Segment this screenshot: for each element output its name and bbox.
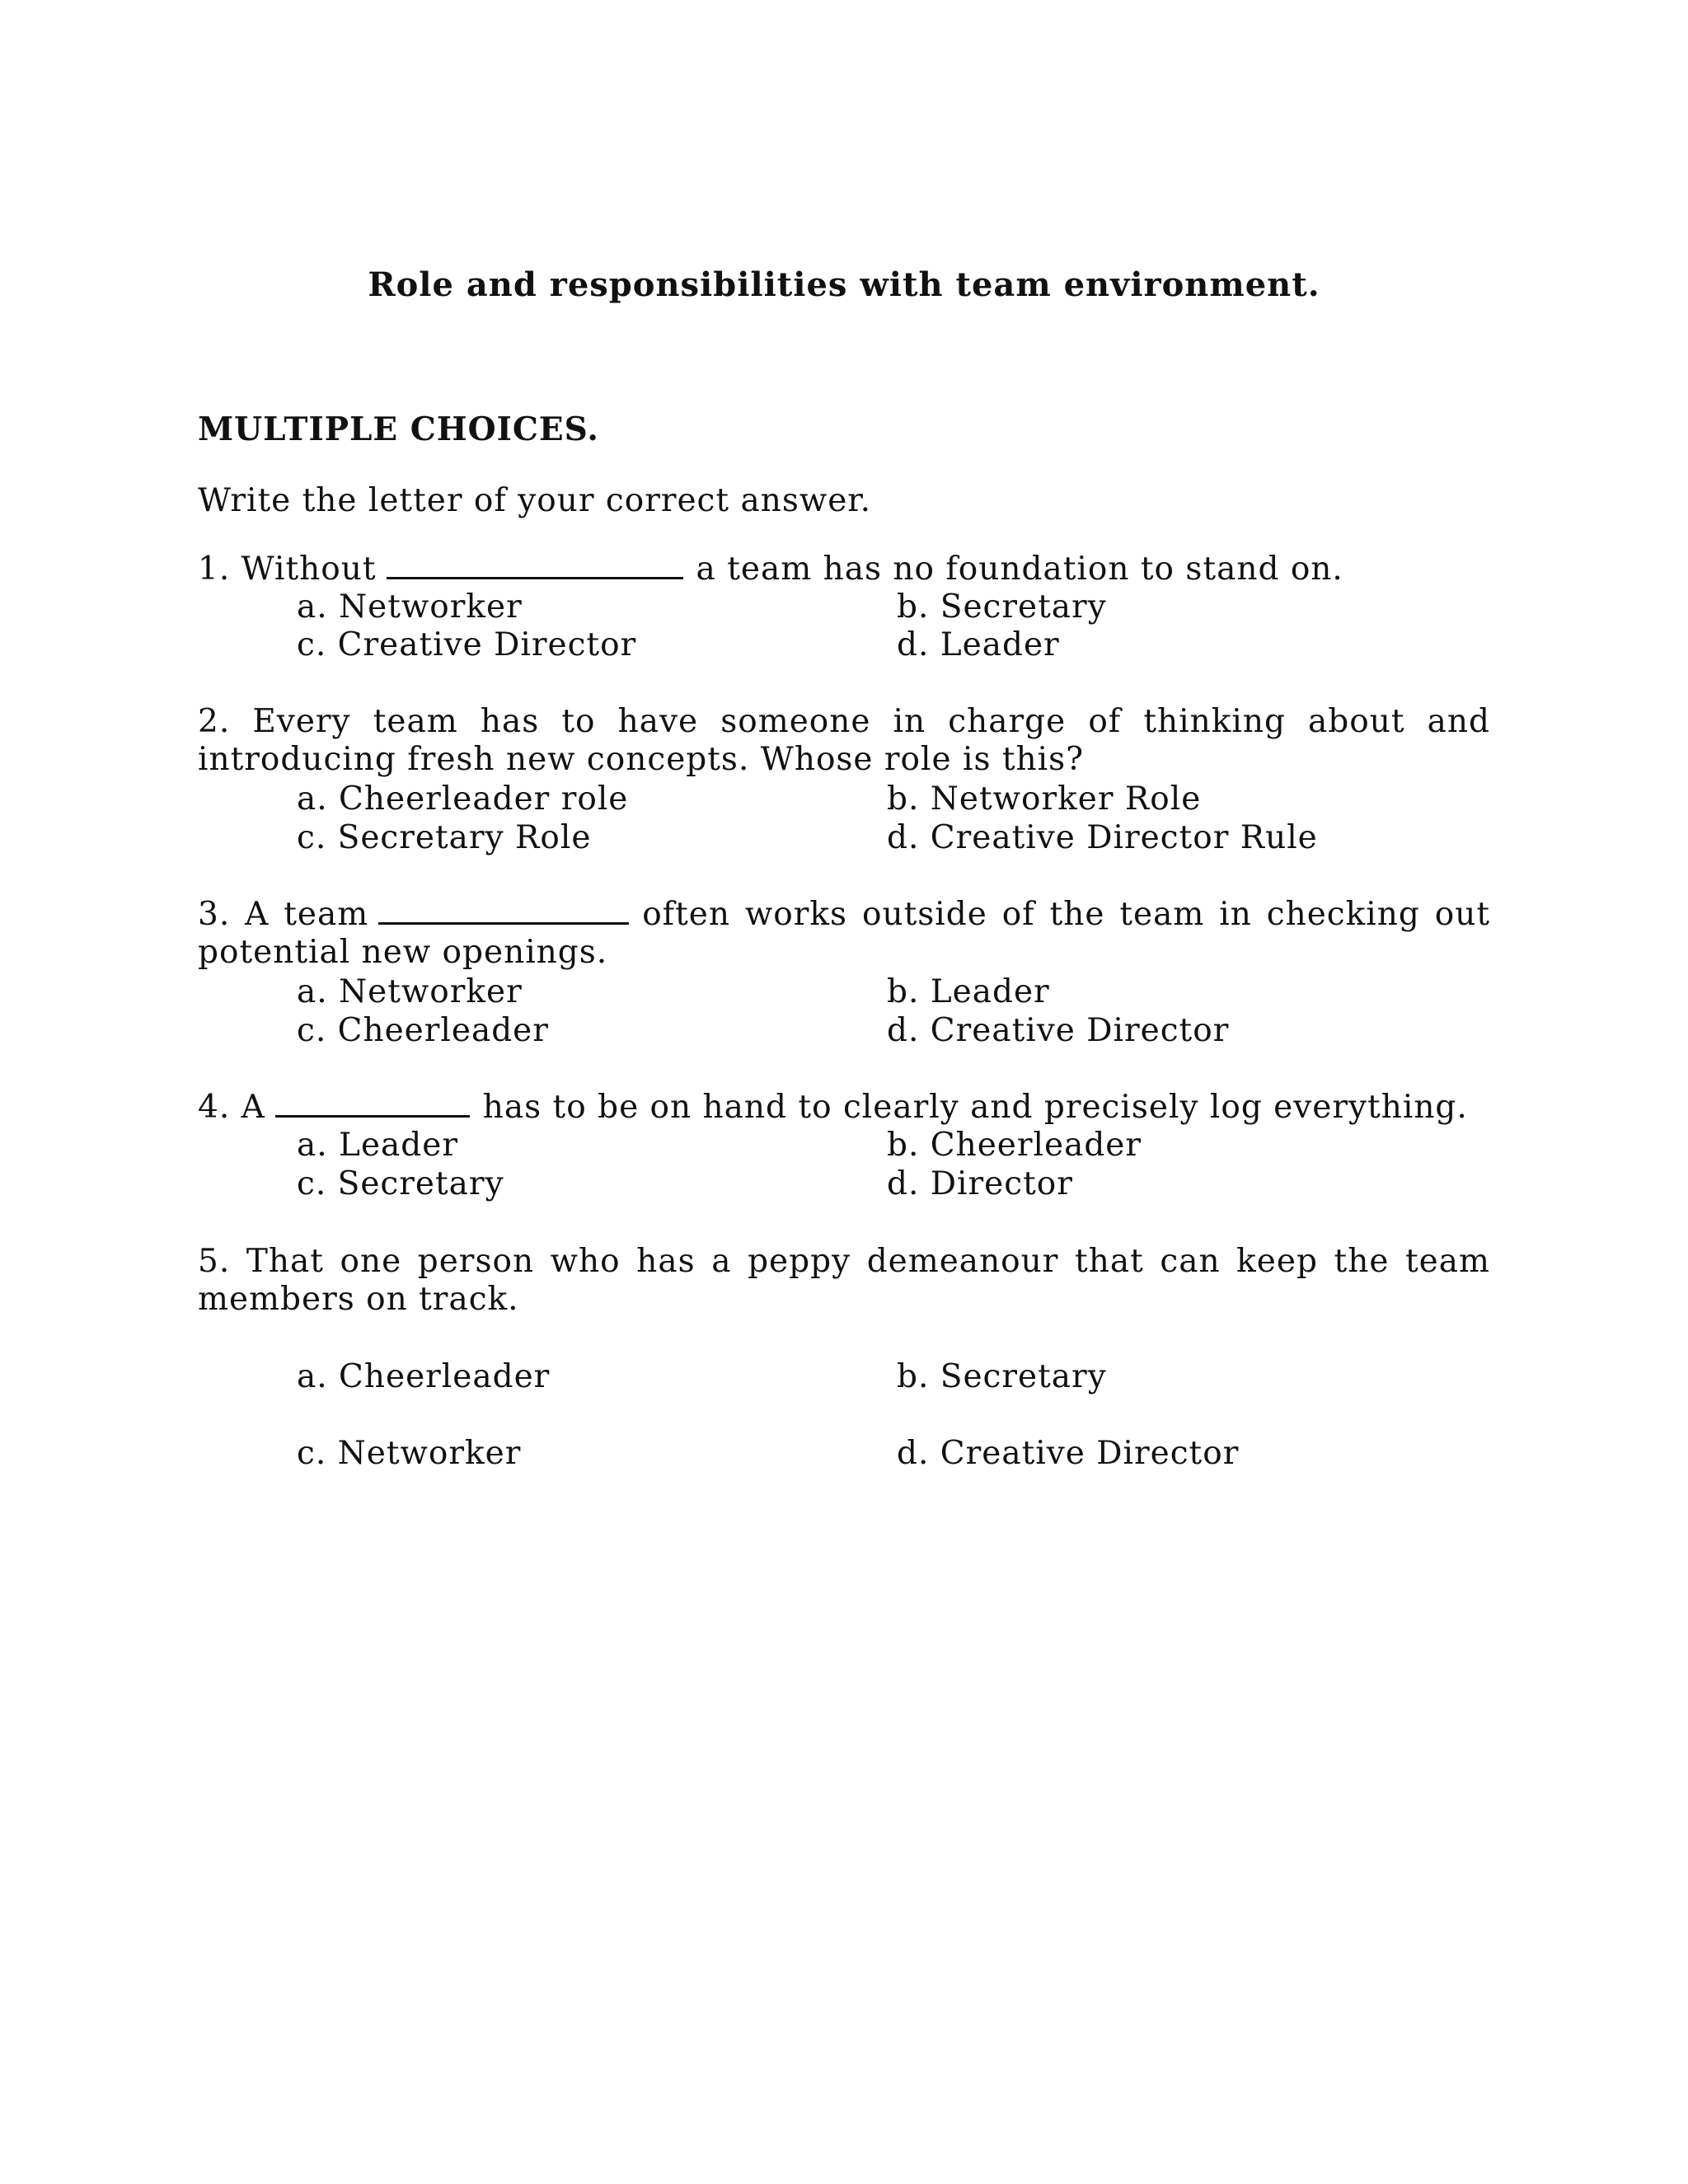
option-a: a. Networker: [297, 973, 523, 1010]
question-1-suffix: a team has no foundation to stand on.: [696, 551, 1343, 588]
question-5: 5. That one person who has a peppy demeanour that can keep the team members on track.: [198, 1243, 1490, 1318]
option-a: a. Cheerleader role: [297, 780, 629, 818]
option-d: d. Leader: [897, 626, 1060, 663]
option-c: c. Secretary: [297, 1165, 504, 1202]
question-3: [198, 896, 1490, 972]
question-4-suffix: has to be on hand to clearly and precisely log everything.: [482, 1089, 1468, 1126]
option-c: c. Creative Director: [297, 626, 637, 663]
option-b: b. Secretary: [897, 588, 1107, 626]
question-4: [198, 1089, 1490, 1127]
question-1-prefix: 1. Without: [198, 551, 377, 588]
question-3-text: [198, 896, 1490, 972]
question-3-prefix: 3. A team: [198, 896, 369, 933]
question-2: 2. Every team has to have someone in charge of thinking about and introducing fresh new concepts. Whose role is this?: [198, 703, 1490, 778]
question-4-prefix: 4. A: [198, 1089, 265, 1126]
option-d: d. Director: [887, 1165, 1073, 1202]
answer-blank: [378, 898, 629, 925]
answer-blank: [387, 552, 683, 579]
section-heading: MULTIPLE CHOICES.: [198, 410, 599, 448]
option-d: d. Creative Director: [897, 1435, 1240, 1472]
question-3-suffix: often works outside of the team in checking out potential new openings.: [198, 896, 1490, 971]
option-a: a. Leader: [297, 1127, 458, 1164]
option-c: c. Cheerleader: [297, 1012, 549, 1049]
option-b: b. Secretary: [897, 1358, 1107, 1395]
answer-blank: [275, 1090, 470, 1118]
option-a: a. Networker: [297, 588, 523, 626]
option-b: b. Leader: [887, 973, 1050, 1010]
option-d: d. Creative Director Rule: [887, 819, 1318, 856]
option-b: b. Networker Role: [887, 780, 1202, 818]
option-d: d. Creative Director: [887, 1012, 1230, 1049]
option-a: a. Cheerleader: [297, 1358, 551, 1395]
instruction-text: Write the letter of your correct answer.: [198, 482, 872, 519]
option-c: c. Networker: [297, 1435, 522, 1472]
option-c: c. Secretary Role: [297, 819, 592, 856]
option-b: b. Cheerleader: [887, 1127, 1142, 1164]
question-1: [198, 551, 1490, 588]
page-title: Role and responsibilities with team environment.: [368, 265, 1320, 304]
